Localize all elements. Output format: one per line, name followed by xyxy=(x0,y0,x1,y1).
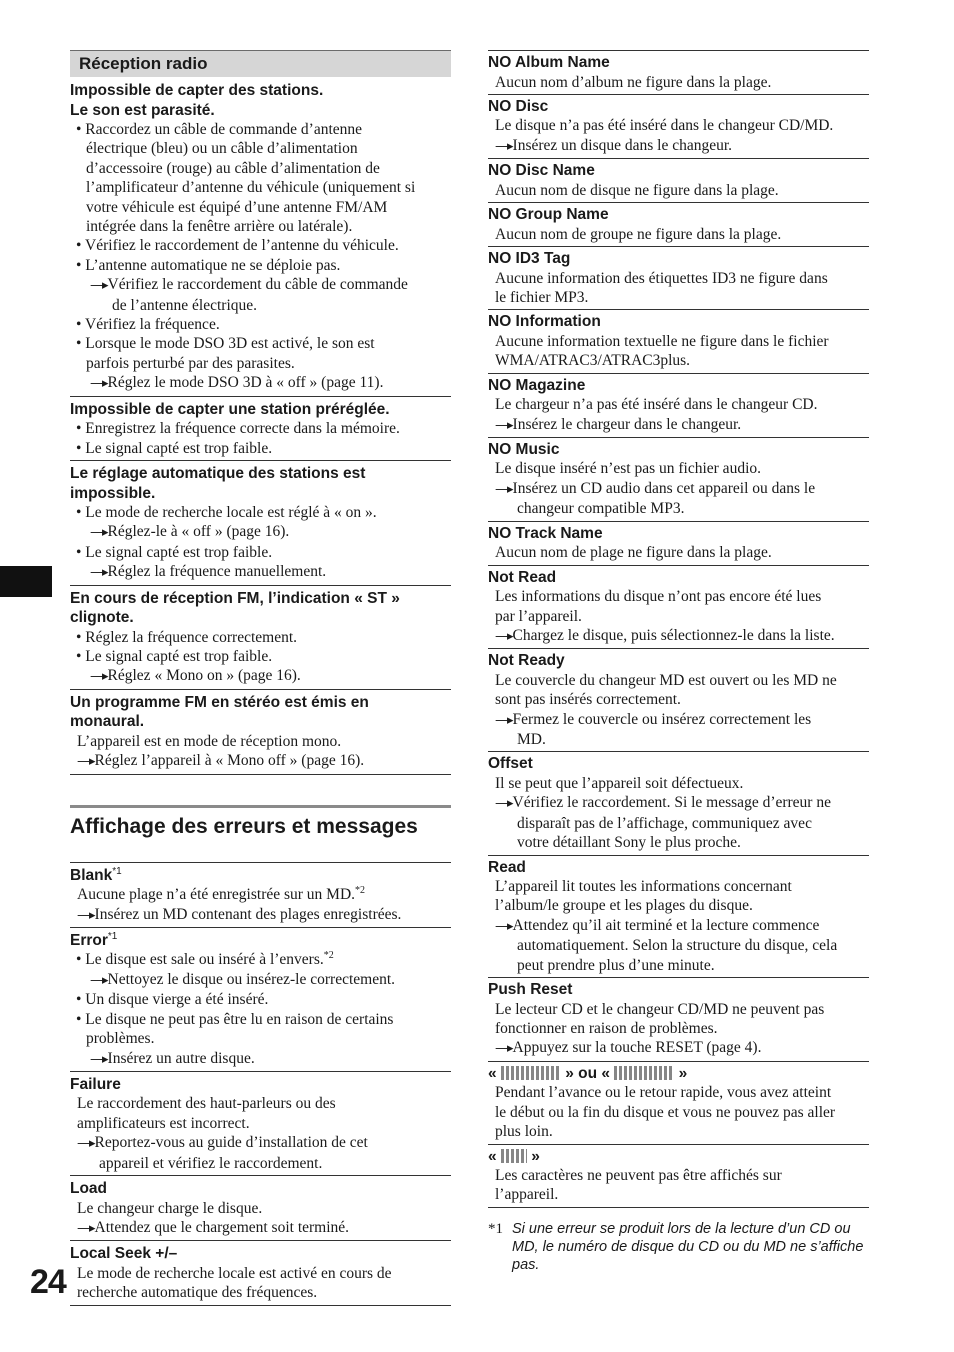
message-name-text: Error xyxy=(70,931,108,949)
line-text: fonctionner en raison de problèmes. xyxy=(495,1020,718,1037)
message-name: Read xyxy=(488,858,526,876)
arrow-icon: —▸ xyxy=(77,1220,95,1236)
description-line xyxy=(488,136,869,156)
line-text: disparaît pas de l’affichage, communiquez avec xyxy=(517,814,812,832)
description-line xyxy=(488,499,869,518)
description-line xyxy=(488,774,869,793)
line-text: Aucune information textuelle ne figure dans le fichier xyxy=(495,332,829,350)
description-line xyxy=(70,522,451,542)
heading-errors-messages: Affichage des erreurs et messages xyxy=(70,814,418,838)
description-line xyxy=(70,562,451,582)
description-line xyxy=(488,626,869,646)
line-text: Insérez le chargeur dans le changeur. xyxy=(512,415,742,433)
footnote-ref: *1 xyxy=(112,865,122,877)
description-line xyxy=(488,73,869,92)
message-entry xyxy=(488,565,869,649)
line-text: Attendez qu’il ait terminé et la lecture commence xyxy=(512,916,820,934)
message-name: Not Read xyxy=(488,568,557,586)
message-entry xyxy=(488,309,869,372)
description-line xyxy=(488,956,869,975)
line-text: Réglez-le à « off » (page 16). xyxy=(107,523,290,541)
line-text: intégrée dans la fenêtre arrière ou latérale). xyxy=(86,218,353,236)
footnote-text: Si une erreur se produit lors de la lecture d’un CD ou MD, le numéro de disque du CD ou du MD ne s’affiche pas. xyxy=(512,1220,864,1273)
line-text: de l’antenne électrique. xyxy=(112,296,258,314)
line-text: Les informations du disque n’ont pas encore été lues xyxy=(495,588,822,606)
description-line xyxy=(488,896,869,915)
line-text: • Raccordez un câble de commande d’antenne xyxy=(76,121,363,138)
description-line xyxy=(70,178,451,197)
quote-close: » xyxy=(531,1147,540,1165)
line-text: peut prendre plus d’une minute. xyxy=(517,956,715,974)
message-name xyxy=(70,1244,451,1264)
description-line xyxy=(70,885,451,904)
message-name-text: Local Seek +/– xyxy=(70,1245,178,1263)
description-line xyxy=(488,730,869,749)
segment-display-glyph xyxy=(614,1066,674,1080)
message-name: NO Information xyxy=(488,313,601,331)
line-text: • Le signal capté est trop faible. xyxy=(76,648,273,666)
heading-rule xyxy=(70,805,451,808)
line-text: changeur compatible MP3. xyxy=(517,500,685,518)
description-line xyxy=(70,1218,451,1238)
footnote-ref: *1 xyxy=(107,930,118,942)
message-entry xyxy=(70,1176,451,1241)
description-line: Pendant l’avance ou le retour rapide, vous avez atteint xyxy=(495,1084,832,1102)
message-name: NO Magazine xyxy=(488,376,586,394)
message-name-text: Load xyxy=(70,1180,108,1198)
message-name-text: Failure xyxy=(70,1075,121,1093)
description-line xyxy=(70,1199,451,1218)
message-entry xyxy=(488,977,869,1061)
page-number: 24 xyxy=(30,1263,66,1301)
right-column xyxy=(488,50,869,1274)
footnote xyxy=(488,1220,869,1274)
description-line xyxy=(70,543,451,562)
message-name xyxy=(70,1075,451,1095)
line-text: • Le disque est sale ou inséré à l’envers. xyxy=(76,951,324,969)
description-line xyxy=(70,120,451,139)
arrow-icon: —▸ xyxy=(495,417,513,433)
description-line xyxy=(488,395,869,414)
line-text: par l’appareil. xyxy=(495,607,582,625)
description-line xyxy=(70,970,451,990)
description-line xyxy=(70,732,451,751)
quote-open: « xyxy=(488,1064,497,1082)
description-line xyxy=(70,198,451,217)
line-text: Le mode de recherche locale est activé en cours de xyxy=(77,1264,392,1282)
message-entry xyxy=(488,855,869,978)
line-text: Aucune plage n’a été enregistrée sur un MD. xyxy=(77,886,356,904)
description-line xyxy=(70,1283,451,1302)
line-text: Attendez que le chargement soit terminé. xyxy=(94,1218,350,1236)
line-text: Réglez le mode DSO 3D à « off » (page 11). xyxy=(107,374,384,392)
description-line xyxy=(70,950,451,969)
line-text: Insérez un autre disque. xyxy=(107,1049,255,1067)
line-text: automatiquement. Selon la structure du disque, cela xyxy=(517,937,838,955)
line-text: le fichier MP3. xyxy=(495,288,589,306)
line-text: MD. xyxy=(517,731,546,749)
line-text: • Le signal capté est trop faible. xyxy=(76,439,273,457)
line-text: Le raccordement des haut-parleurs ou des xyxy=(77,1095,336,1113)
message-entry xyxy=(488,158,869,202)
description-line xyxy=(70,1154,451,1173)
chapter-tab-marker xyxy=(0,566,52,597)
line-text: • Vérifiez la fréquence. xyxy=(76,316,220,334)
problem-heading: impossible. xyxy=(70,484,156,502)
description-line: l’appareil. xyxy=(495,1186,559,1204)
arrow-icon: —▸ xyxy=(77,754,95,770)
description-line: le début ou la fin du disque et vous ne pouvez pas aller xyxy=(495,1103,836,1121)
line-text: • Un disque vierge a été inséré. xyxy=(76,991,269,1009)
line-text: Le lecteur CD et le changeur CD/MD ne peuvent pas xyxy=(495,1000,825,1018)
problem-heading: Un programme FM en stéréo est émis en xyxy=(70,693,369,711)
description-line xyxy=(488,269,869,288)
description-line xyxy=(70,354,451,373)
line-text: WMA/ATRAC3/ATRAC3plus. xyxy=(495,352,691,370)
description-line xyxy=(70,1094,451,1113)
description-line xyxy=(488,793,869,813)
description-line xyxy=(70,751,451,771)
description-line xyxy=(488,351,869,370)
arrow-icon: —▸ xyxy=(90,376,108,392)
description-line xyxy=(70,1049,451,1069)
line-text: problèmes. xyxy=(86,1030,155,1048)
line-text: Fermez le couvercle ou insérez correctement les xyxy=(512,710,812,728)
message-entry xyxy=(488,648,869,751)
description-line xyxy=(70,1133,451,1153)
message-name: Push Reset xyxy=(488,981,573,999)
arrow-icon: —▸ xyxy=(495,481,513,497)
quote-open: « xyxy=(488,1147,497,1165)
message-name: NO Music xyxy=(488,440,560,458)
description-line xyxy=(488,332,869,351)
line-text: • Le signal capté est trop faible. xyxy=(76,543,273,561)
arrow-icon: —▸ xyxy=(495,628,513,644)
arrow-icon: —▸ xyxy=(495,796,513,812)
description-line xyxy=(488,288,869,307)
arrow-icon: —▸ xyxy=(77,907,95,923)
footnote-ref: *2 xyxy=(323,950,334,962)
message-entry xyxy=(488,437,869,521)
radio-troubleshooting-list xyxy=(70,77,451,775)
description-line xyxy=(70,439,451,458)
problem-heading: Le réglage automatique des stations est xyxy=(70,465,366,482)
description-line xyxy=(70,315,451,334)
description-line xyxy=(70,1010,451,1029)
description-line xyxy=(70,159,451,178)
description-line xyxy=(488,710,869,730)
line-text: Réglez la fréquence manuellement. xyxy=(107,563,327,581)
description-line xyxy=(70,905,451,925)
description-line xyxy=(70,1114,451,1133)
left-column xyxy=(70,50,451,1306)
message-entry xyxy=(488,94,869,158)
line-text: L’appareil est en mode de réception mono. xyxy=(77,732,342,750)
line-text: Le changeur charge le disque. xyxy=(77,1199,263,1217)
description-line xyxy=(70,628,451,647)
description-line xyxy=(488,1000,869,1019)
line-text: Insérez un CD audio dans cet appareil ou dans le xyxy=(512,479,816,497)
problem-heading: Impossible de capter des stations. xyxy=(70,82,324,99)
problem-heading: En cours de réception FM, l’indication « ST » xyxy=(70,589,400,607)
arrow-icon: —▸ xyxy=(90,278,108,294)
line-text: • Le disque ne peut pas être lu en raison de certains xyxy=(76,1010,394,1028)
problem-heading: Le son est parasité. xyxy=(70,101,215,119)
description-line xyxy=(488,690,869,709)
arrow-icon: —▸ xyxy=(495,918,513,934)
description-line xyxy=(70,647,451,666)
line-text: Le couvercle du changeur MD est ouvert ou les MD ne xyxy=(495,671,837,689)
line-text: Il se peut que l’appareil soit défectueux. xyxy=(495,774,744,792)
message-name: Offset xyxy=(488,755,533,773)
line-text: Vérifiez le raccordement du câble de commande xyxy=(107,276,408,294)
message-entry xyxy=(488,202,869,246)
message-entry-seek-limit xyxy=(488,1061,869,1144)
line-text: Réglez l’appareil à « Mono off » (page 16). xyxy=(94,752,365,770)
line-text: d’accessoire (rouge) au câble d’alimentation de xyxy=(86,159,380,177)
line-text: Aucun nom de plage ne figure dans la plage. xyxy=(495,544,772,562)
message-name: Not Ready xyxy=(488,652,565,670)
description-line xyxy=(70,217,451,236)
line-text: • Lorsque le mode DSO 3D est activé, le son est xyxy=(76,335,375,353)
message-name: NO Disc Name xyxy=(488,162,595,180)
footnote-marker: *1 xyxy=(488,1220,503,1237)
description-line xyxy=(70,296,451,315)
line-text: votre véhicule est équipé d’une antenne FM/AM xyxy=(86,198,388,216)
troubleshoot-block xyxy=(70,690,451,775)
description-line xyxy=(70,236,451,255)
description-line xyxy=(488,225,869,244)
description-line xyxy=(70,503,451,522)
message-entry-unsupported-chars xyxy=(488,1144,869,1208)
line-text: Insérez un MD contenant des plages enregistrées. xyxy=(94,905,402,923)
description-line xyxy=(488,1019,869,1038)
line-text: Aucun nom de groupe ne figure dans la plage. xyxy=(495,225,782,243)
error-messages-list-left xyxy=(70,863,451,1306)
description-line xyxy=(488,671,869,690)
line-text: sont pas insérés correctement. xyxy=(495,691,681,709)
arrow-icon: —▸ xyxy=(495,1041,513,1057)
message-name: NO Group Name xyxy=(488,206,609,224)
line-text: l’album/le groupe et les plages du disque. xyxy=(495,897,753,915)
line-text: • Le mode de recherche locale est réglé à « on ». xyxy=(76,504,377,521)
line-text: amplificateurs est incorrect. xyxy=(77,1114,250,1132)
line-text: Réglez « Mono on » (page 16). xyxy=(107,667,301,685)
description-line xyxy=(70,334,451,353)
description-line xyxy=(488,543,869,562)
arrow-icon: —▸ xyxy=(90,565,108,581)
troubleshoot-block xyxy=(70,586,451,690)
troubleshoot-block xyxy=(70,77,451,397)
message-name: NO Track Name xyxy=(488,524,603,542)
line-text: Vérifiez le raccordement. Si le message d’erreur ne xyxy=(512,794,831,812)
line-text: • L’antenne automatique ne se déploie pas. xyxy=(76,256,341,274)
arrow-icon: —▸ xyxy=(90,525,108,541)
troubleshoot-block xyxy=(70,461,451,586)
description-line xyxy=(488,877,869,896)
segment-display-glyph xyxy=(501,1066,561,1080)
message-entry xyxy=(70,863,451,928)
message-entry xyxy=(70,1072,451,1176)
description-line xyxy=(70,275,451,295)
arrow-icon: —▸ xyxy=(90,669,108,685)
line-text: Le chargeur n’a pas été inséré dans le changeur CD. xyxy=(495,396,818,414)
message-name-text: Blank xyxy=(70,866,113,884)
footnote-ref: *2 xyxy=(355,885,366,896)
line-text: parfois perturbé par des parasites. xyxy=(86,354,295,372)
description-line xyxy=(488,479,869,499)
problem-heading: clignote. xyxy=(70,609,134,627)
description-line xyxy=(488,415,869,435)
line-text: votre détaillant Sony le plus proche. xyxy=(517,834,741,852)
section-heading-radio: Réception radio xyxy=(70,50,451,77)
message-name xyxy=(70,866,451,886)
problem-heading: monaural. xyxy=(70,713,145,731)
description-line xyxy=(488,116,869,135)
line-text: • Enregistrez la fréquence correcte dans la mémoire. xyxy=(76,420,400,438)
description-line xyxy=(488,181,869,200)
line-text: Aucune information des étiquettes ID3 ne figure dans xyxy=(495,269,828,287)
line-text: électrique (bleu) ou un câble d’alimentation xyxy=(86,140,358,158)
description-line xyxy=(488,833,869,852)
message-name xyxy=(488,1147,869,1167)
description-line xyxy=(70,256,451,275)
error-messages-list-right xyxy=(488,50,869,1061)
description-line xyxy=(488,936,869,955)
description-line: Les caractères ne peuvent pas être affichés sur xyxy=(495,1167,782,1185)
quote-mid: » ou « xyxy=(565,1064,611,1082)
message-name xyxy=(70,1179,451,1199)
description-line xyxy=(70,419,451,438)
line-text: recherche automatique des fréquences. xyxy=(77,1284,318,1302)
line-text: Aucun nom d’album ne figure dans la plage. xyxy=(495,73,772,91)
problem-heading: Impossible de capter une station préréglée. xyxy=(70,400,390,418)
arrow-icon: —▸ xyxy=(495,712,513,728)
description-line xyxy=(70,990,451,1009)
message-entry xyxy=(488,246,869,309)
line-text: L’appareil lit toutes les informations concernant xyxy=(495,878,792,896)
message-name: NO Album Name xyxy=(488,54,610,71)
troubleshoot-block xyxy=(70,397,451,461)
description-line xyxy=(488,916,869,936)
description-line xyxy=(70,666,451,686)
line-text: • Réglez la fréquence correctement. xyxy=(76,628,298,646)
message-entry xyxy=(70,1241,451,1305)
line-text: • Vérifiez le raccordement de l’antenne du véhicule. xyxy=(76,237,399,255)
message-entry xyxy=(488,373,869,437)
arrow-icon: —▸ xyxy=(77,1136,95,1152)
description-line xyxy=(70,139,451,158)
heading-underline xyxy=(70,840,451,863)
segment-display-glyph xyxy=(501,1149,527,1163)
line-text: Appuyez sur la touche RESET (page 4). xyxy=(512,1039,762,1057)
description-line xyxy=(488,459,869,478)
line-text: Le disque inséré n’est pas un fichier audio. xyxy=(495,460,761,478)
arrow-icon: —▸ xyxy=(495,138,513,154)
line-text: Le disque n’a pas été inséré dans le changeur CD/MD. xyxy=(495,117,834,135)
line-text: appareil et vérifiez le raccordement. xyxy=(99,1154,323,1172)
line-text: Insérez un disque dans le changeur. xyxy=(512,136,733,154)
description-line xyxy=(70,373,451,393)
message-entry xyxy=(488,50,869,94)
description-line xyxy=(488,587,869,606)
message-name: NO ID3 Tag xyxy=(488,250,571,268)
description-line xyxy=(488,814,869,833)
arrow-icon: —▸ xyxy=(90,1051,108,1067)
quote-close: » xyxy=(678,1064,688,1082)
line-text: Chargez le disque, puis sélectionnez-le dans la liste. xyxy=(512,626,835,644)
line-text: Aucun nom de disque ne figure dans la plage. xyxy=(495,181,779,199)
description-line xyxy=(488,1038,869,1058)
line-text: l’amplificateur d’antenne du véhicule (uniquement si xyxy=(86,179,416,197)
message-entry xyxy=(488,521,869,565)
message-entry xyxy=(488,751,869,854)
description-line: plus loin. xyxy=(495,1123,553,1141)
line-text: Reportez-vous au guide d’installation de cet xyxy=(94,1134,368,1152)
message-name xyxy=(488,1064,869,1084)
message-name xyxy=(70,931,451,951)
line-text: Nettoyez le disque ou insérez-le correctement. xyxy=(107,970,396,988)
description-line xyxy=(70,1029,451,1048)
message-name: NO Disc xyxy=(488,97,549,115)
arrow-icon: —▸ xyxy=(90,972,108,988)
description-line xyxy=(70,1264,451,1283)
description-line xyxy=(488,607,869,626)
message-entry xyxy=(70,928,451,1072)
